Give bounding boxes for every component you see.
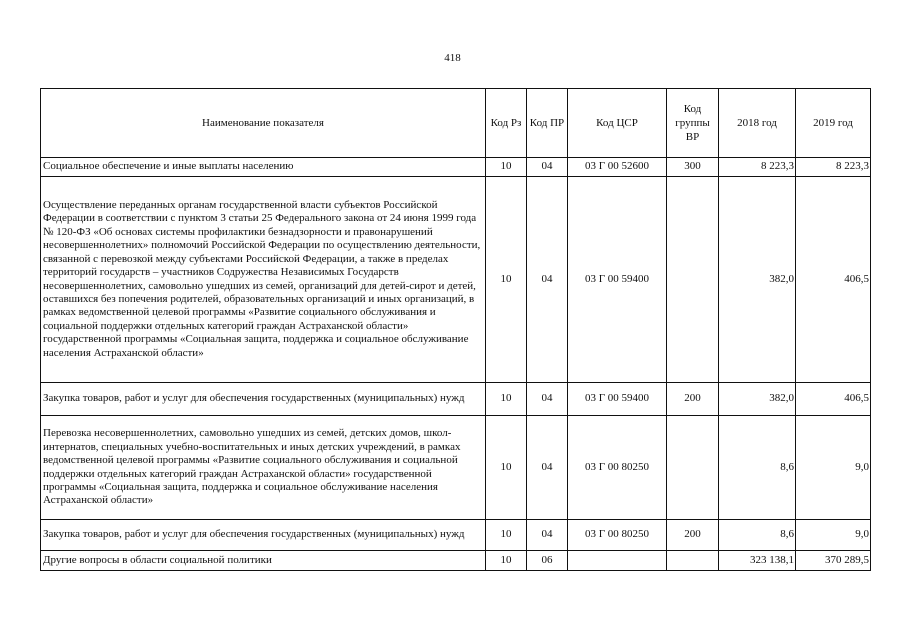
row-2018: 8 223,3	[719, 158, 796, 177]
table-row	[41, 416, 871, 520]
row-rz: 10	[486, 551, 527, 571]
row-2019: 9,0	[796, 416, 871, 520]
row-name: Социальное обеспечение и иные выплаты населению	[41, 158, 486, 177]
row-2019: 406,5	[796, 177, 871, 383]
row-pr: 04	[527, 383, 568, 416]
row-pr: 04	[527, 416, 568, 520]
row-vr: 200	[667, 383, 719, 416]
row-vr: 200	[667, 520, 719, 551]
row-csr	[568, 551, 667, 571]
row-pr: 06	[527, 551, 568, 571]
row-2018: 8,6	[719, 520, 796, 551]
header-rz: Код Рз	[486, 89, 527, 158]
table-row	[41, 158, 871, 177]
row-csr: 03 Г 00 80250	[568, 520, 667, 551]
header-csr: Код ЦСР	[568, 89, 667, 158]
header-2019: 2019 год	[796, 89, 871, 158]
row-csr: 03 Г 00 59400	[568, 177, 667, 383]
row-2019: 9,0	[796, 520, 871, 551]
row-name: Закупка товаров, работ и услуг для обеспечения государственных (муниципальных) нужд	[41, 383, 486, 416]
row-pr: 04	[527, 520, 568, 551]
header-2018: 2018 год	[719, 89, 796, 158]
budget-table-container	[40, 88, 870, 571]
page-number: 418	[444, 52, 461, 64]
row-name: Другие вопросы в области социальной политики	[41, 551, 486, 571]
row-name: Осуществление переданных органам государственной власти субъектов Российской Федерации в соответствии с пунктом 3 статьи 25 Федерального закона от 24 июня 1999 года № 120-ФЗ «Об основах системы профилактики безнадзорности и правонарушений несовершеннолетних» полномочий Российской Федерации по осуществлению деятельности, связанной с перевозкой между субъектами Российской Федерации, а также в пределах территорий государств – участников Содружества Независимых Государств несовершеннолетних, самовольно ушедших из семей, организаций для детей-сирот и детей, оставшихся без попечения родителей, образовательных организаций и иных организаций, в рамках ведомственной целевой программы «Развитие социального обслуживания и социальной поддержки отдельных категорий граждан Астраханской области» государственной программы «Социальная защита, поддержка и социальное обслуживание населения Астраханской области»	[41, 177, 486, 383]
row-2018: 8,6	[719, 416, 796, 520]
row-2018: 382,0	[719, 383, 796, 416]
header-pr: Код ПР	[527, 89, 568, 158]
row-rz: 10	[486, 158, 527, 177]
row-vr	[667, 177, 719, 383]
row-vr	[667, 551, 719, 571]
row-csr: 03 Г 00 80250	[568, 416, 667, 520]
row-vr	[667, 416, 719, 520]
table-body	[41, 158, 871, 571]
header-name: Наименование показателя	[41, 89, 486, 158]
row-pr: 04	[527, 177, 568, 383]
table-header	[41, 89, 871, 158]
row-name: Закупка товаров, работ и услуг для обеспечения государственных (муниципальных) нужд	[41, 520, 486, 551]
budget-table	[40, 88, 871, 571]
row-csr: 03 Г 00 52600	[568, 158, 667, 177]
row-csr: 03 Г 00 59400	[568, 383, 667, 416]
row-name: Перевозка несовершеннолетних, самовольно ушедших из семей, детских домов, школ-интернатов, специальных учебно-воспитательных и иных детских учреждений, в рамках ведомственной целевой программы «Развитие социального обслуживания и социальной поддержки отдельных категорий граждан Астраханской области» государственной программы «Социальная защита, поддержка и социальное обслуживание населения Астраханской области»	[41, 416, 486, 520]
header-row	[41, 89, 871, 158]
row-rz: 10	[486, 177, 527, 383]
row-2019: 8 223,3	[796, 158, 871, 177]
row-rz: 10	[486, 416, 527, 520]
row-vr: 300	[667, 158, 719, 177]
table-row	[41, 177, 871, 383]
row-rz: 10	[486, 383, 527, 416]
row-rz: 10	[486, 520, 527, 551]
row-2018: 323 138,1	[719, 551, 796, 571]
table-row	[41, 551, 871, 571]
header-vr: Код группы ВР	[667, 89, 719, 158]
row-2019: 406,5	[796, 383, 871, 416]
table-row	[41, 383, 871, 416]
row-2019: 370 289,5	[796, 551, 871, 571]
row-pr: 04	[527, 158, 568, 177]
row-2018: 382,0	[719, 177, 796, 383]
table-row	[41, 520, 871, 551]
